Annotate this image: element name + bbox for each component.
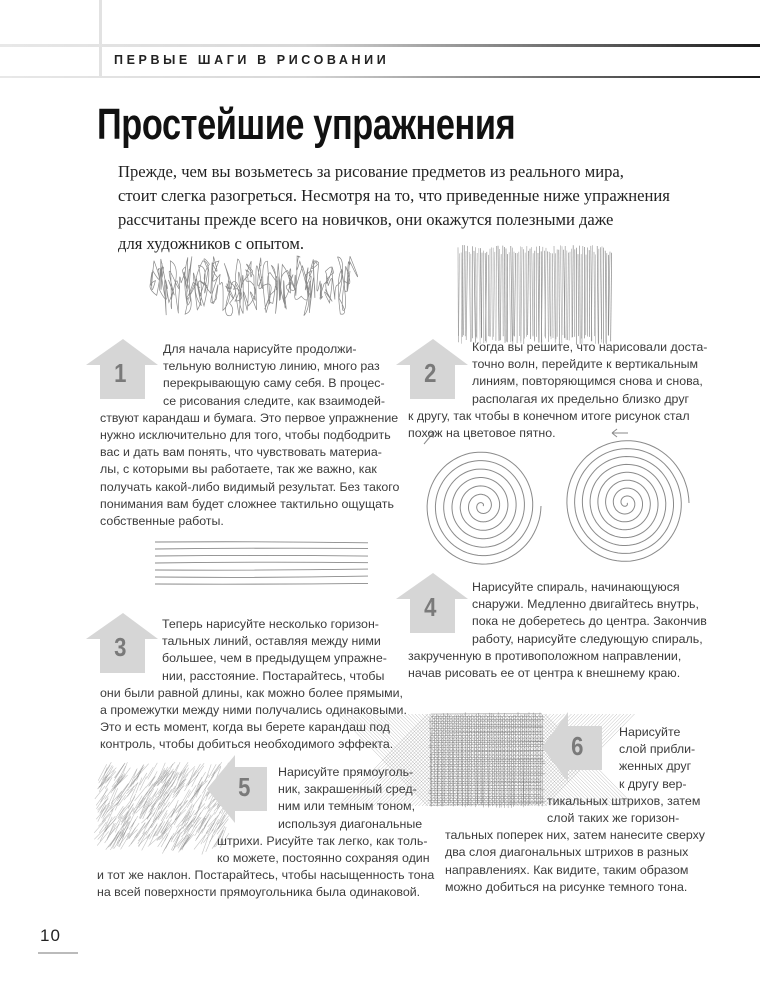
text-line: нии, расстояние. Постарайтесь, чтобы [162,668,385,683]
pencil-stroke [594,252,595,336]
text-line: слой таких же горизон- [547,811,680,825]
text-line: к другу вер- [619,776,687,791]
scribble-illustration [145,250,355,322]
text-line: се рисования следите, как взаимодей- [163,393,386,408]
pencil-stroke [519,252,520,336]
pencil-stroke [568,253,569,340]
pencil-stroke [134,822,145,838]
intro-line: стоит слегка разогреться. Несмотря на то, что приведенные ниже упражнения [118,186,670,205]
exercise-number: 1 [114,358,127,388]
exercise-number: 3 [114,632,127,662]
pencil-stroke [569,252,570,341]
pencil-stroke [560,245,561,343]
pencil-stroke [432,724,542,725]
pencil-stroke [491,247,492,336]
text-line: нужно исключительно для того, чтобы подбодрить [100,428,391,442]
pencil-stroke [539,246,540,342]
pencil-stroke [427,452,541,564]
pencil-stroke [580,246,581,344]
pencil-stroke [573,245,574,337]
intro-line: рассчитаны прежде всего на новичков, они окажутся полезными даже [118,210,614,229]
text-line: к другу, так чтобы в конечном итоге рисунок стал [408,408,690,423]
text-line: ним или темным тоном, [278,799,416,814]
header-rule-top [0,44,760,47]
text-line: тельную волнистую линию, много раз [163,359,380,374]
margin-rule [99,0,102,78]
text-line: линиям, повторяющимся снова и снова, [472,374,703,389]
pencil-stroke [494,252,495,337]
pencil-stroke [469,252,470,342]
pencil-stroke [476,247,477,336]
pencil-stroke [471,254,472,342]
text-line: на всей поверхности прямоугольника была одинаковой. [97,885,421,900]
pencil-stroke [509,252,510,342]
intro-line: Прежде, чем вы возьметесь за рисование предметов из реального мира, [118,162,624,181]
pencil-stroke [578,254,579,336]
pencil-stroke [146,767,153,778]
pencil-stroke [155,576,368,577]
pencil-stroke [552,253,553,338]
exercise-number: 5 [238,772,251,802]
pencil-stroke [142,835,150,851]
text-line: тикальных штрихов, затем [547,793,701,808]
text-line: точно волн, перейдите к вертикальным [472,357,699,372]
pencil-stroke [528,251,529,335]
text-line: ник, закрашенный сред- [278,782,417,797]
pencil-stroke [567,441,689,562]
vertical-lines-illustration [455,245,615,345]
pencil-stroke [176,779,185,794]
text-line: располагая их предельно близко друг [472,391,690,406]
pencil-stroke [155,583,368,584]
pencil-stroke [514,253,515,336]
text-line: снаружи. Медленно двигайтесь внутрь, [472,597,699,612]
text-line: большее, чем в предыдущем упражне- [162,651,387,666]
header-rule-bottom [0,76,760,78]
pencil-stroke [162,838,171,854]
text-line: вас и дать вам понять, что чувствовать материа- [100,445,382,460]
pencil-stroke [111,791,122,803]
text-line: Когда вы решите, что нарисовали доста- [472,340,708,354]
pencil-stroke [434,717,435,803]
pencil-stroke [194,763,205,776]
pencil-stroke [565,246,566,338]
exercise-number: 2 [424,358,437,388]
pencil-stroke [432,776,542,777]
text-line: понимания вам будет сложнее тактильно ощущать [100,496,394,511]
text-line: можно добиться на рисунке темного тона. [445,879,688,894]
page-title: Простейшие упражнения [97,100,516,149]
pencil-stroke [431,713,542,714]
exercise-number: 4 [424,592,437,622]
text-line: штрихи. Рисуйте так легко, как толь- [217,833,428,848]
text-line: тальных поперек них, затем нанесите сверху [445,828,706,843]
pencil-stroke [554,246,555,343]
pencil-stroke [95,786,105,799]
pencil-stroke [504,247,505,343]
pencil-stroke [562,246,563,335]
text-line: используя диагональные [278,816,423,831]
text-line: получать какой-либо видимый результат. Без такого [100,479,400,494]
text-line: Нарисуйте [619,725,681,739]
section-header: ПЕРВЫЕ ШАГИ В РИСОВАНИИ [114,53,390,67]
pencil-stroke [549,252,550,336]
intro-line: для художников с опытом. [118,234,304,253]
text-line: направлениях. Как видите, таким образом [445,862,689,877]
text-line: ствуют карандаш и бумага. Это первое упражнение [100,410,399,425]
pencil-stroke [147,807,154,819]
pencil-stroke [173,762,180,778]
text-line: Для начала нарисуйте продолжи- [163,342,357,356]
text-line: Теперь нарисуйте несколько горизон- [162,617,379,631]
text-line: закрученную в противоположном направлении, [408,648,682,663]
pencil-stroke [521,247,522,341]
pencil-stroke [582,246,583,344]
pencil-stroke [597,246,598,344]
pencil-stroke [458,715,459,805]
text-line: слой прибли- [619,742,696,757]
pencil-stroke [511,246,512,341]
text-line: два слоя диагональных штрихов в разных [445,845,689,860]
text-line: ко можете, постоянно сохраняя один [217,851,430,865]
spiral-outward-illustration [560,435,690,570]
pencil-stroke [155,548,368,549]
pencil-stroke [459,253,460,336]
pencil-stroke [150,256,358,316]
text-line: а промежутки между ними получались одинаковыми. [100,703,407,717]
text-line: Нарисуйте прямоуголь- [278,765,414,779]
text-line: лы, с которыми вы работаете, так же важно, как [100,462,377,477]
pencil-stroke [100,825,108,841]
pencil-stroke [464,245,465,335]
horizontal-lines-illustration [155,540,370,590]
pencil-stroke [606,253,607,343]
crosshatching-illustration [428,712,546,808]
pencil-stroke [101,796,109,812]
pencil-stroke [170,804,180,817]
pencil-stroke [154,821,163,836]
pencil-stroke [465,251,466,336]
text-line: пока не доберетесь до центра. Закончив [472,614,707,629]
text-line: похож на цветовое пятно. [408,426,556,440]
text-line: работу, нарисуйте следующую спираль, [472,631,703,646]
pencil-stroke [525,253,526,339]
pencil-stroke [466,246,467,340]
pencil-stroke [137,765,144,780]
intro-paragraph [118,160,670,256]
pencil-stroke [119,800,131,815]
pencil-stroke [155,542,368,543]
pencil-stroke [548,251,549,342]
pencil-stroke [479,248,480,344]
text-line: контроль, чтобы добиться необходимого эффекта. [100,737,394,752]
pencil-stroke [94,820,106,833]
pencil-stroke [612,429,628,437]
text-line: и тот же наклон. Постарайтесь, чтобы насыщенность тона [97,868,435,883]
pencil-stroke [496,246,497,341]
text-line: Это и есть момент, когда вы берете карандаш под [100,720,390,735]
pencil-stroke [462,245,463,337]
page-number: 10 [40,926,61,945]
text-line: они были равной длины, как можно более прямыми, [100,685,404,700]
text-line: тальных линий, оставляя между ними [162,634,381,649]
text-line: собственные работы. [100,514,224,528]
pencil-stroke [480,248,481,338]
pencil-stroke [474,251,475,343]
pencil-stroke [500,254,501,340]
pencil-stroke [611,253,612,342]
pencil-stroke [175,809,186,820]
pencil-stroke [155,555,368,556]
pencil-stroke [124,789,134,800]
pencil-stroke [498,246,499,341]
text-line: начав рисовать ее от центра к внешнему краю. [408,666,681,680]
pencil-stroke [609,252,610,336]
pencil-stroke [559,250,560,345]
pencil-stroke [566,250,567,339]
text-line: Нарисуйте спираль, начинающуюся [472,580,680,594]
text-line: перекрывающую саму себя. В процес- [163,376,385,391]
pencil-stroke [155,562,368,563]
page-number-rule [38,952,78,954]
text-line: женных друг [619,759,692,774]
pencil-stroke [202,837,208,855]
spiral-inward-illustration [420,440,545,570]
pencil-stroke [155,569,368,570]
arrow-left-icon [207,755,267,823]
pencil-stroke [148,763,157,780]
exercise-number: 6 [571,731,584,761]
